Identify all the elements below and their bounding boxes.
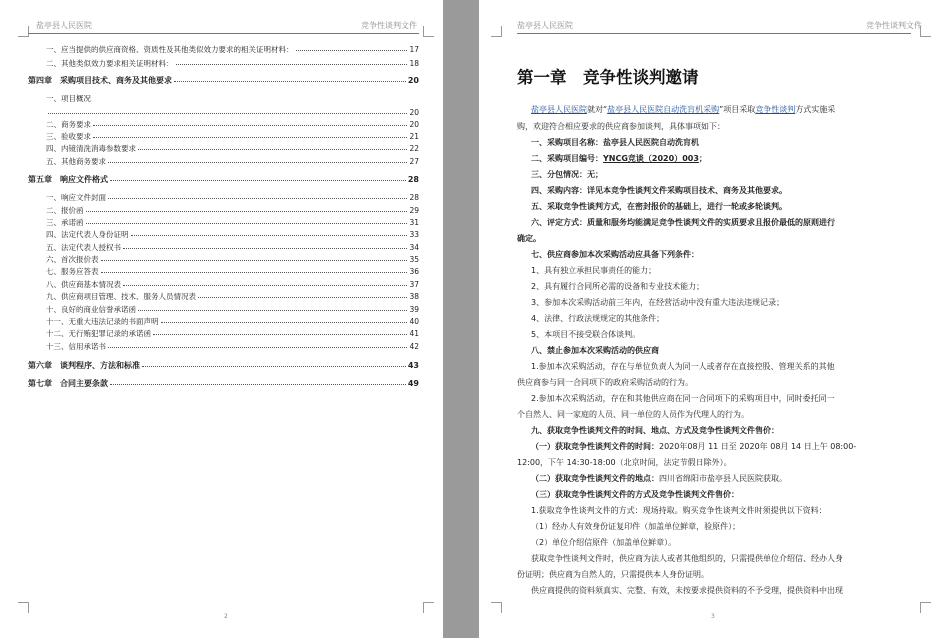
condition-1: 1、具有独立承担民事责任的能力； xyxy=(531,266,657,275)
page-gap xyxy=(443,0,479,638)
toc-chapter-entry[interactable] xyxy=(28,75,419,87)
toc-leader-dots xyxy=(110,384,406,385)
toc-entry[interactable] xyxy=(46,266,419,278)
toc-leader-dots xyxy=(101,272,408,273)
toc-leader-dots xyxy=(138,310,407,311)
item-method: 五、采取竞争性谈判方式，在密封报价的基础上，进行一轮或多轮谈判。 xyxy=(531,202,787,211)
toc-chapter-entry[interactable] xyxy=(28,360,419,372)
crop-mark-bottom-right xyxy=(423,602,434,613)
toc-entry-page: 49 xyxy=(407,379,419,388)
toc-entry-page: 27 xyxy=(409,157,419,166)
condition-5: 5、本项目不接受联合体谈判。 xyxy=(531,330,641,339)
toc-entry-page: 34 xyxy=(409,243,419,252)
intro-method: 竞争性谈判 xyxy=(755,105,796,114)
item-prohibited-heading: 八、禁止参加本次采购活动的供应商 xyxy=(531,346,659,355)
document-page-left xyxy=(0,0,443,638)
toc-leader-dots xyxy=(198,297,407,298)
condition-3: 3、参加本次采购活动前三年内，在经营活动中没有重大违法违规记录； xyxy=(531,298,785,307)
toc-entry-label: 十一、无重大违法记录的书面声明 xyxy=(46,317,159,326)
toc-entry-label: 三、验收要求 xyxy=(46,132,91,141)
toc-entry-page: 22 xyxy=(409,144,419,153)
obtain-note-2: 供应商提供的资料须真实、完整、有效，未按要求提供资料的不予受理，提供资料中出现 xyxy=(531,586,843,595)
toc-leader-dots xyxy=(108,347,407,348)
obtain-method-1-2: （2）单位介绍信原件（加盖单位鲜章）。 xyxy=(531,538,677,547)
toc-leader-dots xyxy=(131,235,408,236)
obtain-time: （一）获取竞争性谈判文件的时间：2020年08月 11 日至 2020年 08月 14 日上午 08:00- xyxy=(531,442,857,451)
toc-entry[interactable] xyxy=(46,93,419,105)
toc-entry-page: 37 xyxy=(409,280,419,289)
toc-leader-dots xyxy=(108,198,407,199)
toc-leader-dots xyxy=(108,162,407,163)
crop-mark-top-left xyxy=(491,26,502,37)
toc-entry-label: 一、应当提供的供应商资格、资质性及其他类似效力要求的相关证明材料： xyxy=(46,45,294,54)
toc-entry[interactable] xyxy=(46,58,419,70)
crop-mark-bottom-right xyxy=(920,602,931,613)
toc-leader-dots xyxy=(93,125,407,126)
toc-leader-dots xyxy=(138,149,407,150)
intro-project: 盐亭县人民医院自动洗肓机采购 xyxy=(607,105,720,114)
toc-entry[interactable] xyxy=(46,341,419,353)
item-obtain-heading: 九、获取竞争性谈判文件的时间、地点、方式及竞争性谈判文件售价： xyxy=(531,426,779,435)
chapter-title: 第一章 竞争性谈判邀请 xyxy=(517,68,699,87)
toc-entry-label: 四、法定代表人身份证明 xyxy=(46,230,129,239)
crop-mark-bottom-left xyxy=(491,602,502,613)
header-left-text: 盐亭县人民医院 xyxy=(36,21,92,30)
prohibited-1-line2: 供应商参与同一合同项下的政府采购活动的行为。 xyxy=(517,378,693,387)
item-project-number: 二、采购项目编号：YNCG竞谈（2020）003； xyxy=(531,154,707,163)
item-evaluation-line2: 确定。 xyxy=(517,234,541,243)
toc-leader-dots xyxy=(296,50,408,51)
toc-entry[interactable] xyxy=(46,107,419,119)
toc-leader-dots xyxy=(101,260,408,261)
toc-entry[interactable] xyxy=(46,44,419,56)
obtain-time-line2: 12:00，下午 14:30-18:00（北京时间，法定节假日除外）。 xyxy=(517,458,732,467)
toc-entry-label: 二、商务要求 xyxy=(46,120,91,129)
toc-leader-dots xyxy=(153,334,407,335)
obtain-method-heading: （三）获取竞争性谈判文件的方式及竞争性谈判文件售价： xyxy=(531,490,739,499)
toc-entry[interactable] xyxy=(46,205,419,217)
obtain-place: （二）获取竞争性谈判文件的地点：四川省绵阳市盐亭县人民医院获取。 xyxy=(531,474,787,483)
toc-entry-page: 31 xyxy=(409,218,419,227)
toc-entry-page: 21 xyxy=(409,132,419,141)
toc-entry-label: 第七章 合同主要条款 xyxy=(28,379,108,388)
toc-entry-label: 十、良好的商业信誉承诺函 xyxy=(46,305,136,314)
item-package: 三、分包情况：无； xyxy=(531,170,603,179)
toc-leader-dots xyxy=(174,81,406,82)
toc-entry-page: 43 xyxy=(407,361,419,370)
crop-mark-bottom-left xyxy=(18,602,29,613)
toc-entry[interactable] xyxy=(46,291,419,303)
toc-leader-dots xyxy=(142,366,406,367)
header-right-text: 竞争性谈判文件 xyxy=(361,21,417,30)
toc-entry-label: 一、项目概况 xyxy=(46,94,91,103)
toc-entry[interactable] xyxy=(46,229,419,241)
toc-entry-label: 四、内镜清洗消毒参数要求 xyxy=(46,144,136,153)
toc-entry-page: 28 xyxy=(407,175,419,184)
toc-entry-label: 六、首次报价表 xyxy=(46,255,99,264)
toc-entry[interactable] xyxy=(46,217,419,229)
toc-entry[interactable] xyxy=(46,119,419,131)
toc-entry[interactable] xyxy=(46,279,419,291)
toc-entry-label: 第四章 采购项目技术、商务及其他要求 xyxy=(28,76,172,85)
toc-leader-dots xyxy=(123,248,407,249)
intro-paragraph-line2: 购，欢迎符合相应要求的供应商参加谈判，具体事项如下： xyxy=(517,122,725,131)
toc-entry-page: 20 xyxy=(409,108,419,117)
intro-paragraph: 盐亭县人民医院就对“盐亭县人民医院自动洗肓机采购”项目采取竞争性谈判方式实施采 xyxy=(531,105,836,114)
header-rule xyxy=(517,33,911,34)
toc-chapter-entry[interactable] xyxy=(28,174,419,186)
toc-entry-page: 33 xyxy=(409,230,419,239)
toc-entry-label: 三、承诺函 xyxy=(46,218,84,227)
toc-entry-label: 二、报价函 xyxy=(46,206,84,215)
toc-entry-label: 第六章 谈判程序、方法和标准 xyxy=(28,361,140,370)
toc-entry[interactable] xyxy=(46,143,419,155)
toc-entry-page: 41 xyxy=(409,329,419,338)
header-rule xyxy=(28,33,419,34)
toc-entry-label: 五、其他商务要求 xyxy=(46,157,106,166)
toc-entry[interactable] xyxy=(46,316,419,328)
toc-entry-page: 38 xyxy=(409,292,419,301)
header-left-text: 盐亭县人民医院 xyxy=(517,21,573,30)
toc-entry-page: 20 xyxy=(409,120,419,129)
toc-entry[interactable] xyxy=(46,192,419,204)
condition-2: 2、具有履行合同所必需的设备和专业技术能力； xyxy=(531,282,705,291)
toc-entry[interactable] xyxy=(46,328,419,340)
toc-entry-page: 17 xyxy=(409,45,419,54)
toc-entry[interactable] xyxy=(46,156,419,168)
crop-mark-top-left xyxy=(18,26,29,37)
toc-entry-label: 八、供应商基本情况表 xyxy=(46,280,121,289)
prohibited-2-line2: 个自然人、同一家庭的人员、同一单位的人员作为代理人的行为。 xyxy=(517,410,749,419)
toc-entry-page: 40 xyxy=(409,317,419,326)
toc-leader-dots xyxy=(110,180,406,181)
obtain-method-1-1: （1）经办人有效身份证复印件（加盖单位鲜章，验原件）； xyxy=(531,522,741,531)
toc-leader-dots xyxy=(48,113,407,114)
toc-leader-dots xyxy=(93,137,407,138)
toc-entry-label: 十二、无行贿犯罪记录的承诺函 xyxy=(46,329,151,338)
toc-leader-dots xyxy=(123,285,407,286)
toc-entry-page: 18 xyxy=(409,59,419,68)
intro-hospital: 盐亭县人民医院 xyxy=(531,105,587,114)
toc-entry-label: 九、供应商项目管理、技术、服务人员情况表 xyxy=(46,292,196,301)
toc-entry-page: 39 xyxy=(409,305,419,314)
toc-entry-label: 一、响应文件封面 xyxy=(46,193,106,202)
page-number: 3 xyxy=(711,613,715,620)
toc-entry-label: 第五章 响应文件格式 xyxy=(28,175,108,184)
document-page-right xyxy=(479,0,946,638)
toc-entry-label: 七、服务应答表 xyxy=(46,267,99,276)
toc-entry[interactable] xyxy=(46,131,419,143)
item-content: 四、采购内容：详见本竞争性谈判文件采购项目技术、商务及其他要求。 xyxy=(531,186,787,195)
toc-entry-page: 35 xyxy=(409,255,419,264)
toc-chapter-entry[interactable] xyxy=(28,378,419,390)
toc-entry-label: 十三、信用承诺书 xyxy=(46,342,106,351)
item-conditions-heading: 七、供应商参加本次采购活动应具备下列条件： xyxy=(531,250,699,259)
toc-leader-dots xyxy=(176,64,408,65)
item-evaluation: 六、评定方式：质量和服务均能满足竞争性谈判文件的实质要求且报价最低的原则进行 xyxy=(531,218,835,227)
item-project-name: 一、采购项目名称：盐亭县人民医院自动洗肓机 xyxy=(531,138,699,147)
toc-entry-page: 42 xyxy=(409,342,419,351)
toc-entry[interactable] xyxy=(46,304,419,316)
toc-leader-dots xyxy=(86,223,408,224)
prohibited-1: 1.参加本次采购活动，存在与单位负责人为同一人或者存在直接控股、管理关系的其他 xyxy=(531,362,835,371)
prohibited-2: 2.参加本次采购活动，存在和其他供应商在同一合同项下的采购项目中，同时委托同一 xyxy=(531,394,835,403)
toc-entry-page: 28 xyxy=(409,193,419,202)
obtain-method-1: 1.获取竞争性谈判文件的方式：现场持取。购买竞争性谈判文件时须提供以下资料： xyxy=(531,506,827,515)
page-number: 2 xyxy=(224,613,228,620)
toc-entry-page: 20 xyxy=(407,76,419,85)
toc-entry-page: 36 xyxy=(409,267,419,276)
toc-entry-label: 二、其他类似效力要求相关证明材料： xyxy=(46,59,174,68)
toc-entry[interactable] xyxy=(46,254,419,266)
condition-4: 4、法律、行政法规规定的其他条件； xyxy=(531,314,665,323)
toc-leader-dots xyxy=(86,211,408,212)
crop-mark-top-right xyxy=(423,26,434,37)
toc-entry[interactable] xyxy=(46,242,419,254)
toc-entry-label: 五、法定代表人授权书 xyxy=(46,243,121,252)
header-right-text: 竞争性谈判文件 xyxy=(866,21,922,30)
toc-entry-page: 29 xyxy=(409,206,419,215)
toc-leader-dots xyxy=(161,322,408,323)
obtain-note-line2: 份证明；供应商为自然人的，只需提供本人身份证明。 xyxy=(517,570,709,579)
obtain-note: 获取竞争性谈判文件时，供应商为法人或者其他组织的，只需提供单位介绍信、经办人身 xyxy=(531,554,843,563)
